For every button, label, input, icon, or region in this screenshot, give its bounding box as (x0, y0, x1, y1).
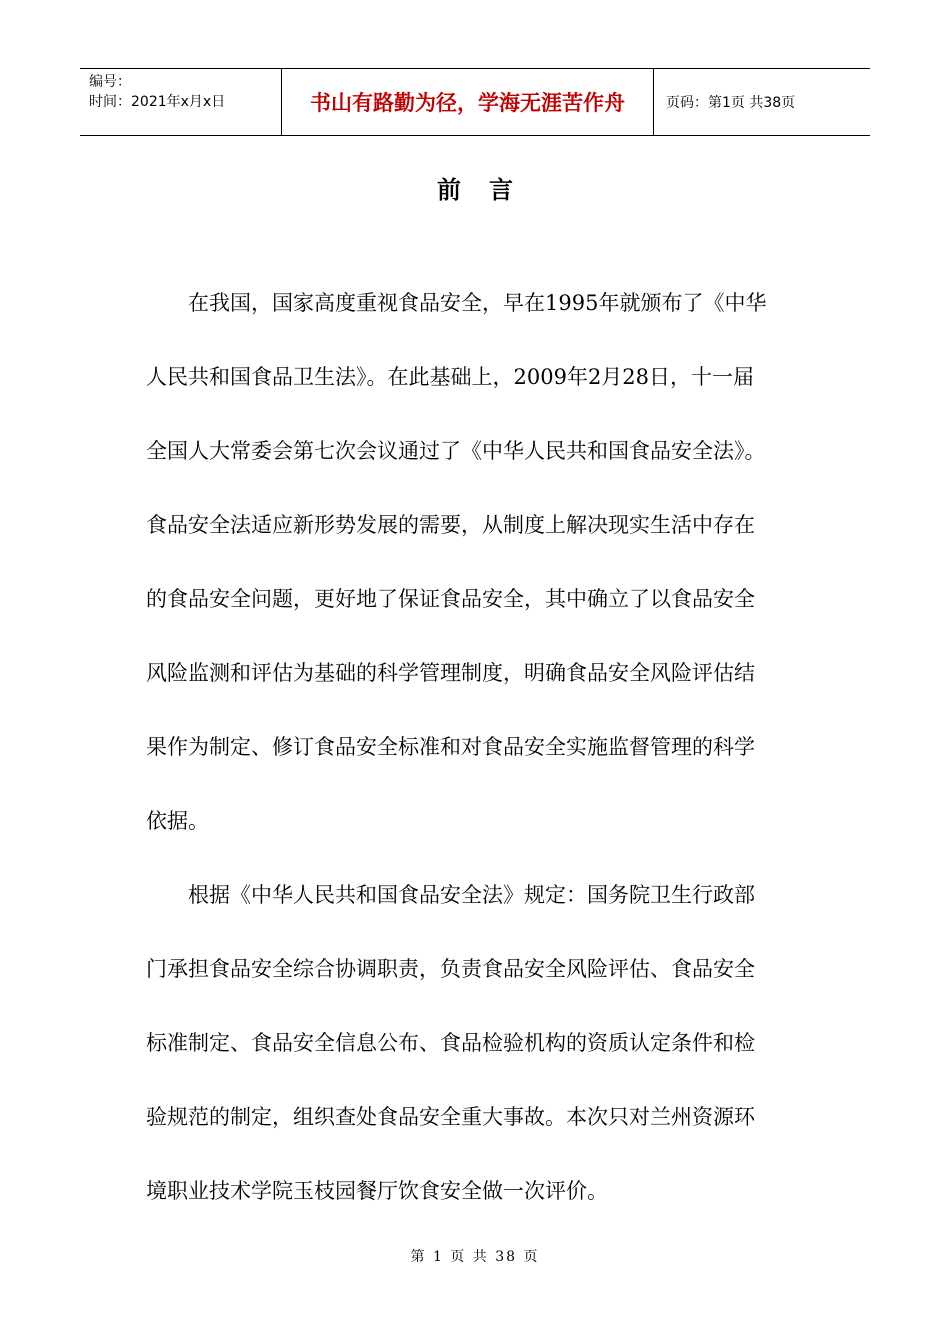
paragraph-1-line: 依据。 (146, 809, 209, 833)
paragraph-2-line: 标准制定、食品安全信息公布、食品检验机构的资质认定条件和检 (146, 1031, 755, 1055)
paragraph-1-line: 全国人大常委会第七次会议通过了《中华人民共和国食品安全法》。 (146, 439, 766, 463)
motto: 书山有路勤为径，学海无涯苦作舟 (310, 91, 625, 115)
page-info: 页码：第1页 共38页 (666, 95, 796, 111)
page-title: 前言 (437, 176, 541, 204)
time-label: 时间：2021年x月x日 (89, 94, 226, 110)
paragraph-2-line: 根据《中华人民共和国食品安全法》规定：国务院卫生行政部 (188, 883, 755, 907)
header-meta (80, 69, 282, 135)
header-page-info (654, 69, 870, 135)
body-text (146, 266, 806, 1228)
paragraph-1-line: 果作为制定、修订食品安全标准和对食品安全实施监督管理的科学 (146, 735, 755, 759)
paragraph-2-line: 验规范的制定，组织查处食品安全重大事故。本次只对兰州资源环 (146, 1105, 755, 1129)
number-label: 编号： (89, 74, 131, 90)
page-footer: 第 1 页 共 38 页 (410, 1249, 540, 1265)
paragraph-1-line: 食品安全法适应新形势发展的需要，从制度上解决现实生活中存在 (146, 513, 755, 537)
paragraph-1-line: 人民共和国食品卫生法》。在此基础上，2009年2月28日，十一届 (146, 365, 755, 389)
paragraph-2-line: 门承担食品安全综合协调职责，负责食品安全风险评估、食品安全 (146, 957, 755, 981)
paragraph-1-line: 的食品安全问题，更好地了保证食品安全，其中确立了以食品安全 (146, 587, 755, 611)
header-motto-cell (282, 69, 654, 135)
document-header (80, 68, 870, 136)
paragraph-2-line: 境职业技术学院玉枝园餐厅饮食安全做一次评价。 (146, 1179, 608, 1203)
paragraph-1-line: 风险监测和评估为基础的科学管理制度，明确食品安全风险评估结 (146, 661, 755, 685)
paragraph-1-line: 在我国，国家高度重视食品安全，早在1995年就颁布了《中华 (188, 291, 767, 315)
